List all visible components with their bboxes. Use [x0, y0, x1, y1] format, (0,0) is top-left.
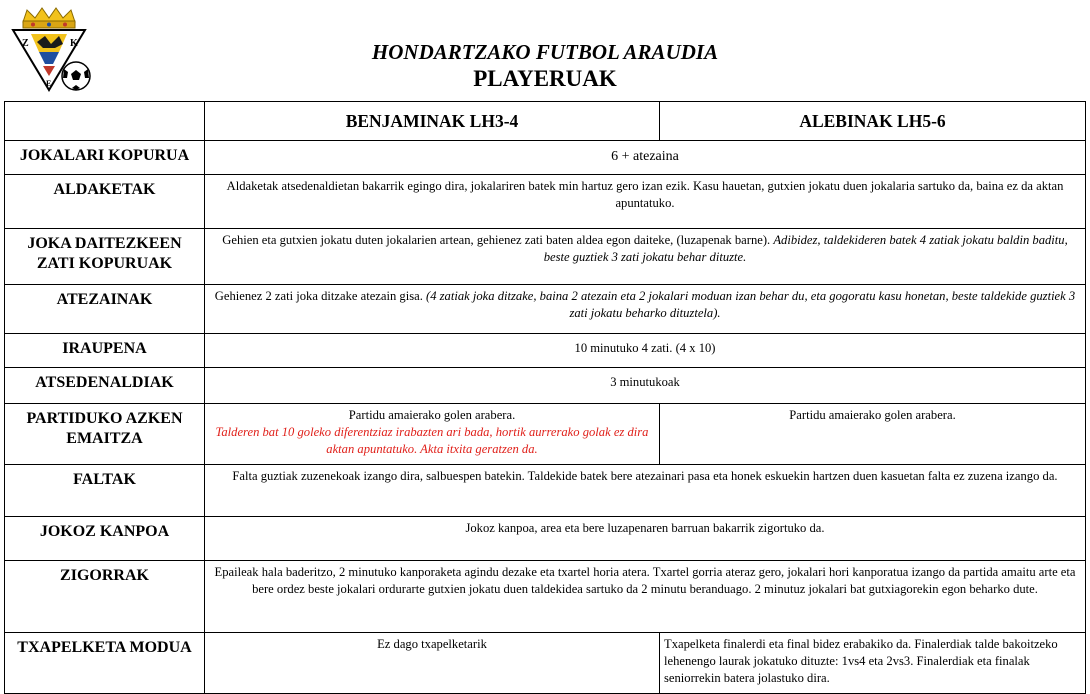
header-empty-cell: [5, 102, 205, 141]
page-subtitle: PLAYERUAK: [473, 66, 617, 91]
table-row: [5, 633, 1086, 694]
table-row: [5, 404, 1086, 465]
row-label-atsedenaldiak: ATSEDENALDIAK: [5, 368, 205, 404]
header-alebinak: ALEBINAK LH5-6: [660, 102, 1086, 141]
table-row: [5, 141, 1086, 175]
row-value-atsedenaldiak: 3 minutukoak: [205, 368, 1086, 404]
row-label-zatiak: JOKA DAITEZKEEN ZATI KOPURUAK: [5, 229, 205, 285]
emaitza-benjaminak-note: Talderen bat 10 goleko diferentziaz irabazten ari bada, hortik aurrerako golak ez dira aktan apuntatuko. Akta itxita geratzen da.: [215, 425, 649, 456]
row-label-faltak: FALTAK: [5, 465, 205, 517]
rules-table: [4, 101, 1086, 694]
table-row: [5, 561, 1086, 633]
row-value-jokoz: Jokoz kanpoa, area eta bere luzapenaren barruan bakarrik zigortuko da.: [205, 517, 1086, 561]
row-value-atezainak: [205, 285, 1086, 334]
crest-letter-z: Z: [22, 38, 29, 49]
row-value-jokalari: 6 + atezaina: [205, 141, 1086, 175]
emaitza-benjaminak-text: Partidu amaierako golen arabera.: [348, 408, 516, 422]
header-benjaminak: BENJAMINAK LH3-4: [205, 102, 660, 141]
row-label-txapelketa: TXAPELKETA MODUA: [5, 633, 205, 694]
row-label-jokoz: JOKOZ KANPOA: [5, 517, 205, 561]
table-row: [5, 229, 1086, 285]
zatiak-text: Gehien eta gutxien jokatu duten jokalarien artean, gehienez zati baten aldea egon daiteke, (luzapenak barne).: [222, 233, 771, 247]
page-title: HONDARTZAKO FUTBOL ARAUDIA: [371, 40, 719, 64]
row-value-faltak: Falta guztiak zuzenekoak izango dira, salbuespen batekin. Taldekide batek bere atezainari pasa eta honek eskuekin hartzen duen kasuetan falta ez zuzena izango da.: [205, 465, 1086, 517]
crest-letter-k: K: [70, 38, 78, 49]
crest-letter-e: E: [46, 79, 52, 88]
row-label-emaitza: PARTIDUKO AZKEN EMAITZA: [5, 404, 205, 465]
row-value-zatiak: [205, 229, 1086, 285]
table-header-row: [5, 102, 1086, 141]
row-value-zigorrak: Epaileak hala baderitzo, 2 minutuko kanporaketa agindu dezake eta txartel horia atera. Txartel gorria ateraz gero, jokalari hori kanporatua izango da partida amaitu arte eta bere ordez beste jokalari ordurarte gutxien jokatu duen taldekidea sartuko da 2 minutu beranduago. 2 minutuz jokalari bat gutxiagorekin egon beharko dute.: [205, 561, 1086, 633]
row-value-txapelketa-benjaminak: Ez dago txapelketarik: [205, 633, 660, 694]
row-label-zigorrak: ZIGORRAK: [5, 561, 205, 633]
row-label-aldaketak: ALDAKETAK: [5, 175, 205, 229]
table-row: [5, 517, 1086, 561]
atezainak-note: (4 zatiak joka ditzake, baina 2 atezain eta 2 jokalari moduan izan behar du, eta gogoratu kasu honetan, beste taldekide guztiek 3 zati jokatu beharko dituztela).: [426, 289, 1076, 320]
table-row: [5, 368, 1086, 404]
row-value-txapelketa-alebinak: Txapelketa finalerdi eta final bidez erabakiko da. Finalerdiak talde bakoitzeko lehenengo laurak jokatuko dituzte: 1vs4 eta 2vs3. Finalerdiak eta finalak seniorrekin batera jolastuko dira.: [660, 633, 1086, 694]
table-row: [5, 175, 1086, 229]
row-label-atezainak: ATEZAINAK: [5, 285, 205, 334]
table-row: [5, 465, 1086, 517]
row-label-jokalari: JOKALARI KOPURUA: [5, 141, 205, 175]
row-value-emaitza-alebinak: Partidu amaierako golen arabera.: [660, 404, 1086, 465]
row-value-emaitza-benjaminak: [205, 404, 660, 465]
row-value-aldaketak: Aldaketak atsedenaldietan bakarrik egingo dira, jokalariren batek min hartuz gero izan ezik. Kasu hauetan, gutxien jokatu duen jokalaria sartuko da, baina ez da aktan apuntatuko.: [205, 175, 1086, 229]
table-row: [5, 334, 1086, 368]
zatiak-example: Adibidez, taldekideren batek 4 zatiak jokatu baldin baditu, beste guztiek 3 zati jokatu behar dituzte.: [543, 233, 1068, 264]
table-row: [5, 285, 1086, 334]
atezainak-text: Gehienez 2 zati joka ditzake atezain gisa.: [214, 289, 423, 303]
row-label-iraupena: IRAUPENA: [5, 334, 205, 368]
row-value-iraupena: 10 minutuko 4 zati. (4 x 10): [205, 334, 1086, 368]
